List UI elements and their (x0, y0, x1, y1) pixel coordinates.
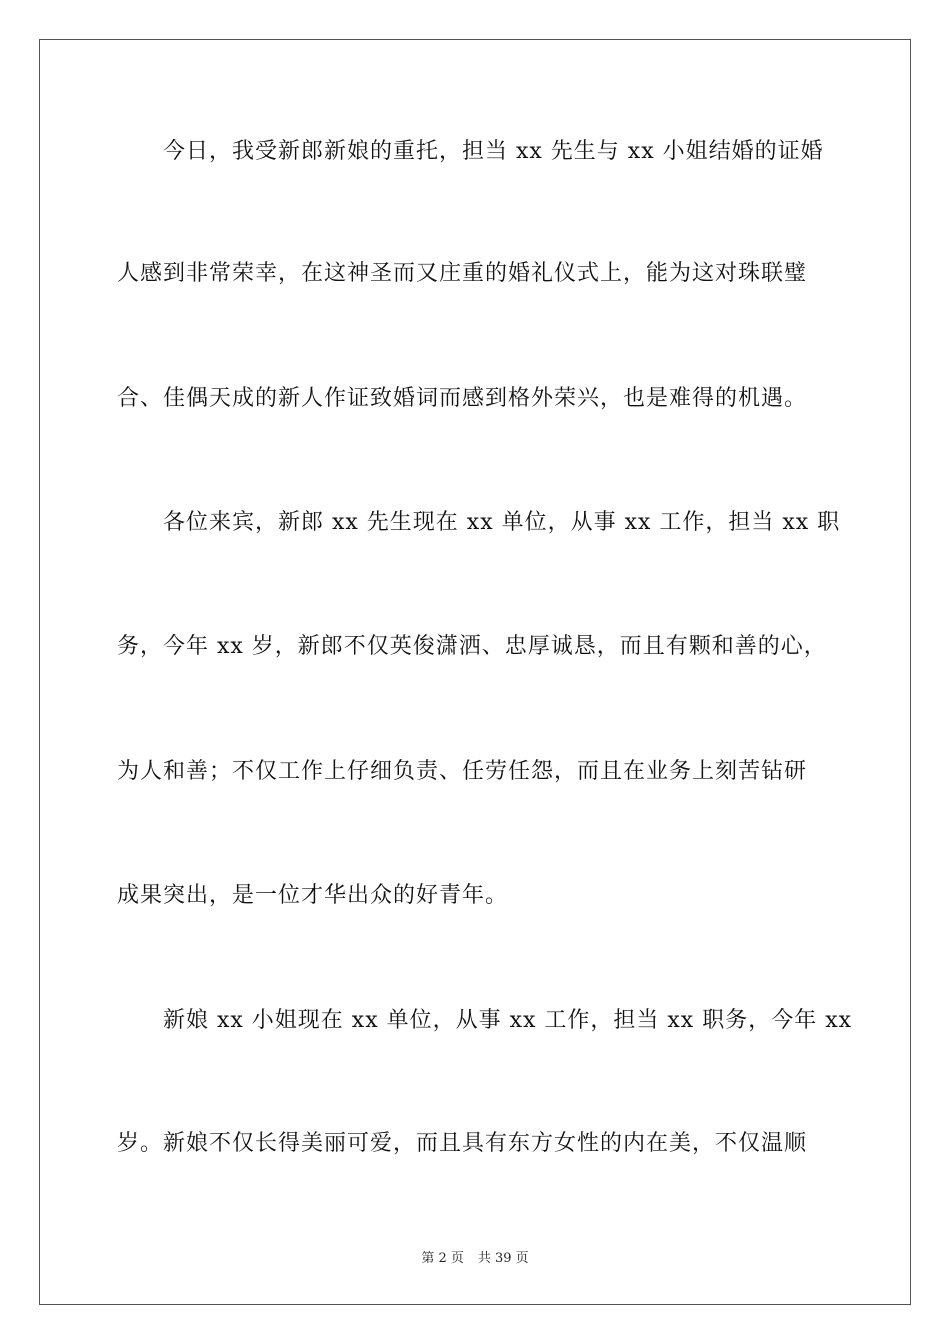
paragraph-2-line-3: 为人和善；不仅工作上仔细负责、任劳任怨，而且在业务上刻苦钻研 (117, 759, 808, 784)
paragraph-3-line-1: 新娘 xx 小姐现在 xx 单位，从事 xx 工作，担当 xx 职务，今年 xx (163, 1008, 853, 1033)
paragraph-2-line-4: 成果突出，是一位才华出众的好青年。 (117, 883, 509, 908)
paragraph-1-line-1: 今日，我受新郎新娘的重托，担当 xx 先生与 xx 小姐结婚的证婚 (163, 139, 824, 164)
page-number-current: 第 2 页 (421, 1251, 464, 1266)
paragraph-2-line-2: 务，今年 xx 岁，新郎不仅英俊潇洒、忠厚诚恳，而且有颗和善的心， (117, 634, 827, 659)
paragraph-1-line-2: 人感到非常荣幸，在这神圣而又庄重的婚礼仪式上，能为这对珠联璧 (117, 261, 808, 286)
page-footer (0, 1247, 950, 1266)
paragraph-3-line-2: 岁。新娘不仅长得美丽可爱，而且具有东方女性的内在美，不仅温顺 (117, 1131, 808, 1156)
paragraph-1-line-3: 合、佳偶天成的新人作证致婚词而感到格外荣兴，也是难得的机遇。 (117, 386, 808, 411)
page-border (39, 39, 911, 1305)
paragraph-2-line-1: 各位来宾，新郎 xx 先生现在 xx 单位，从事 xx 工作，担当 xx 职 (163, 510, 841, 535)
page-number-total: 共 39 页 (477, 1251, 529, 1266)
